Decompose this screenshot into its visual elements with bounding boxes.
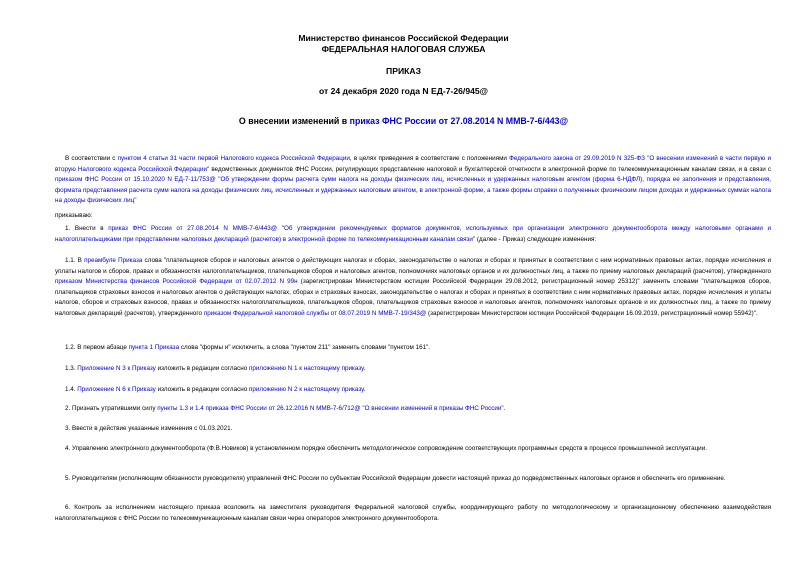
item-2-text-2: . (503, 405, 506, 412)
item-1-1-text-1: 1.1. В (65, 257, 85, 264)
order-link-2[interactable]: Приказа (154, 344, 180, 351)
appendix-3-link[interactable]: Приложение N 3 к Приказу (77, 365, 156, 372)
order-link[interactable]: Приказа (118, 257, 143, 264)
item-1-4-prefix: 1.4. (65, 386, 78, 393)
title-order-link[interactable]: приказ ФНС России от 27.08.2014 N ММВ-7-6/443@ (349, 116, 569, 126)
preamble-text-3: ведомственных документов ФНС России, регулирующих представление налоговой и бухгалтерской отчетности в электронной форме по телекоммуникационным каналам связи, и в связи с (209, 165, 771, 173)
item-2-text-1: 2. Признать утратившими силу (65, 405, 158, 412)
item-6-paragraph: 6. Контроль за исполнением настоящего приказа возложить на заместителя руководителя Федеральной налоговой службы, координирующего работу по методологическому и организационному обеспечению взаимодействия налогоплательщиков с ФНС России по телекоммуникационным каналам связи через операторов электронного документооборота. (55, 504, 771, 522)
order-word: приказываю: (55, 212, 93, 219)
minfin-order-link[interactable]: приказом Министерства финансов Российской Федерации от 02.07.2012 N 99н (55, 278, 298, 286)
item-1-1-paragraph (55, 256, 771, 320)
appendix-6-link[interactable]: Приложение N 6 к Приказу (77, 386, 156, 393)
tax-code-link[interactable]: пунктом 4 статьи 31 части первой Налогового кодекса Российской Федерации (117, 155, 350, 162)
item-1-1-text-5: (зарегистрирован Министерством юстиции Российской Федерации 16.09.2019, регистрационный номер 55942)". (426, 309, 758, 317)
item-1-3-paragraph (55, 364, 771, 375)
item-1-text-1: 1. Внести в (65, 225, 109, 232)
document-date-number: от 24 декабря 2020 года N ЕД-7-26/945@ (318, 86, 489, 96)
service-name: ФЕДЕРАЛЬНАЯ НАЛОГОВАЯ СЛУЖБА (321, 44, 486, 54)
item-1-text-2: (далее - Приказ) следующие изменения: (475, 235, 597, 243)
appendix-2-link[interactable]: приложению N 2 к настоящему приказу (248, 386, 364, 393)
invalidated-points-link[interactable]: пункты 1.3 и 1.4 приказа ФНС России от 26.12.2016 N ММВ-7-6/712@ "О внесении изменений в приказы ФНС России" (157, 405, 504, 412)
document-title (0, 116, 807, 126)
preamble-link[interactable]: преамбуле (84, 257, 116, 264)
item-1-2-paragraph (55, 343, 771, 354)
preamble-paragraph (55, 154, 771, 207)
item-1-4-text-2: . (363, 386, 366, 393)
item-2-paragraph (55, 404, 771, 415)
item-1-4-paragraph (55, 385, 771, 396)
item-1-4-text-1: изложить в редакции согласно (155, 386, 249, 393)
item-1-1-text-4: (зарегистрирован Министерством юстиции Российской Федерации 29.08.2012, регистрационный номер 25312)" заменить словами "плательщиков сборов, плательщиков страховых взносов и налоговых агентов о действующих налогах, сборах и страховых взносах, законодательстве о налогах и сборах и принятых в соответствии с ним нормативных правовых актах, порядке исчисления и уплаты налогов, сборов и страховых взносов, правах и обязанностях налогоплательщиков, плательщиков сборов, плательщиков страховых взносов и налоговых агентов, полномочиях налоговых органов и их должностных лиц, а также по приему налоговых деклараций (расчетов), утвержденного (55, 278, 772, 317)
preamble-text-1: В соответствии с (65, 155, 118, 162)
point-1-link[interactable]: пункта 1 (128, 344, 154, 351)
item-1-1-text-3: слова "плательщиков сборов и налоговых агентов о действующих налогах и сборах, законодательстве о налогах и сборах и принятых в соответствии с ним нормативных правовых актах, порядке исчисления и уплаты налогов и сборов, правах и обязанностях налогоплательщиков, плательщиков сборов и налоговых агентов, полномочиях налоговых органов и их должностных лиц, а также по приему налоговых деклараций (расчетов), утвержденного (55, 257, 772, 275)
fns-order-link[interactable]: приказом ФНС России от 15.10.2020 N ЕД-7-11/753@ "Об утверждении формы расчета сумм налога на доходы физических лиц, исчисленных и удержанных налоговым агентом (форма 6-НДФЛ), порядка ее заполнения и представления, формата представления расчета сумм налога на доходы физических лиц, исчисленных и удержанных налоговым агентом, в электронной форме, а также формы справки о полученных физическим лицом доходах и удержанных суммах налога на доходы физических лиц" (55, 176, 771, 205)
item-1-2-text-1: 1.2. В первом абзаце (65, 344, 129, 351)
item-5-paragraph: 5. Руководителям (исполняющим обязанности руководителя) управлений ФНС России по субъектам Российской Федерации довести настоящий приказ до подведомственных налоговых органов и обеспечить его применение. (65, 475, 726, 482)
item-1-3-prefix: 1.3. (65, 365, 78, 372)
federal-law-link[interactable]: Федерального закона от 29.09.2019 N 325-ФЗ "О внесении изменений в части первую и вторую Налогового кодекса Российской Федерации" (55, 155, 772, 173)
item-1-3-text-2: . (363, 365, 366, 372)
fts-order-link[interactable]: приказом Федеральной налоговой службы от 08.07.2019 N ММВ-7-19/343@ (203, 309, 427, 317)
ministry-name: Министерство финансов Российской Федерации (298, 33, 509, 43)
preamble-text-2: , в целях приведения в соответствие с положениями (349, 155, 510, 162)
item-1-2-text-3: слова "формы и" исключить, а слова "пунктом 211" заменить словами "пунктом 161". (179, 344, 431, 351)
appendix-1-link[interactable]: приложению N 1 к настоящему приказу (248, 365, 364, 372)
title-prefix: О внесении изменений в (238, 116, 350, 126)
item-1-3-text-1: изложить в редакции согласно (155, 365, 249, 372)
item-3-paragraph: 3. Ввести в действие указанные изменения с 01.03.2021. (65, 425, 233, 432)
document-type: ПРИКАЗ (386, 66, 421, 76)
item-1-order-link[interactable]: приказ ФНС России от 27.08.2014 N ММВ-7-6/443@ "Об утверждении рекомендуемых форматов документов, используемых при организации электронного документооборота между налоговыми органами и налогоплательщиками при представлении налоговых деклараций (расчетов) в электронной форме по телекоммуникационным каналам связи" (55, 225, 771, 243)
item-4-paragraph: 4. Управлению электронного документооборота (Ф.В.Новиков) в установленном порядке обеспечить методологическое сопровождение соответствующих программных средств в процессе промышленной эксплуатации. (65, 445, 707, 452)
item-1-paragraph (55, 224, 771, 245)
